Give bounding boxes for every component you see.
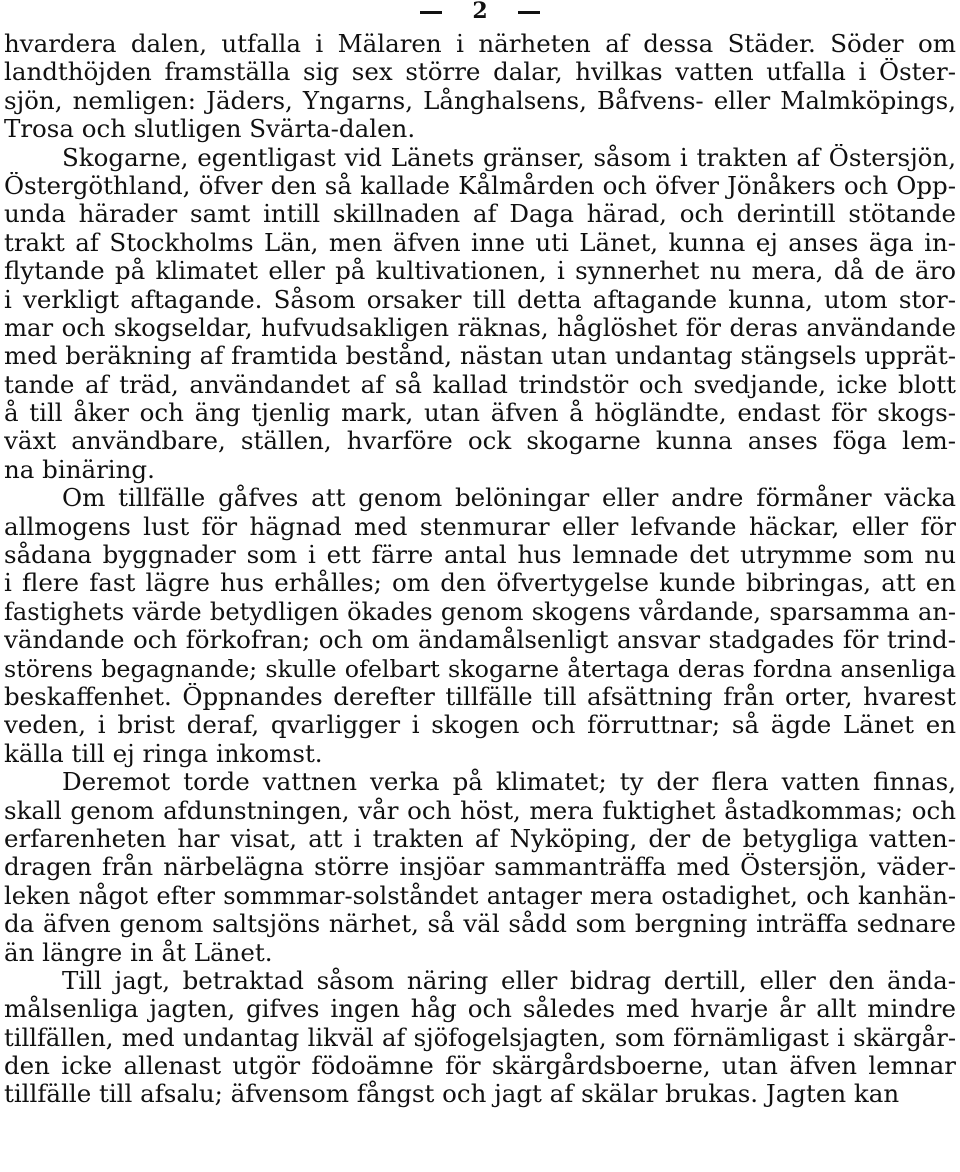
text-line: å till åker och äng tjenlig mark, utan äfven å högländte, endast för skogs- <box>4 399 956 428</box>
text-line: Om tillfälle gåfves att genom belöningar eller andre förmåner väcka <box>62 484 956 513</box>
text-line: Till jagt, betraktad såsom näring eller bidrag dertill, eller den ända- <box>62 966 956 995</box>
text-line: tillfällen, med undantag likväl af sjöfogelsjagten, som förnämligast i skärgår- <box>4 1023 956 1052</box>
text-line: i verkligt aftagande. Såsom orsaker till detta aftagande kunna, utom stor- <box>4 285 956 314</box>
text-line: flytande på klimatet eller på kultivationen, i synnerhet nu mera, då de äro <box>4 257 956 286</box>
text-line: trakt af Stockholms Län, men äfven inne uti Länet, kunna ej anses äga in- <box>4 228 956 257</box>
page-header <box>0 0 960 26</box>
text-line: leken något efter sommmar-solståndet antager mera ostadighet, och kanhän- <box>4 881 956 910</box>
text-line: skall genom afdunstningen, vår och höst, mera fuktighet åstadkommas; och <box>4 796 956 825</box>
text-line: da äfven genom saltsjöns närhet, så väl sådd som bergning inträffa sednare <box>4 910 956 939</box>
text-line: målsenliga jagten, gifves ingen håg och således med hvarje år allt mindre <box>4 995 956 1024</box>
text-line: beskaffenhet. Öppnandes derefter tillfälle till afsättning från orter, hvarest <box>4 682 956 711</box>
text-line: dragen från närbelägna större insjöar sammanträffa med Östersjön, väder- <box>4 853 956 882</box>
text-line: Deremot torde vattnen verka på klimatet; ty der flera vatten finnas, <box>62 768 956 797</box>
body-text <box>4 30 956 1109</box>
text-line: störens begagnande; skulle ofelbart skogarne återtaga deras fordna ansenliga <box>4 654 956 683</box>
text-line: än längre in åt Länet. <box>4 938 273 967</box>
text-line: Östergöthland, öfver den så kallade Kålmården och öfver Jönåkers och Opp- <box>4 171 956 200</box>
text-line: veden, i brist deraf, qvarligger i skogen och förruttnar; så ägde Länet en <box>4 711 956 740</box>
page-number: 2 <box>472 0 488 24</box>
text-line: allmogens lust för hägnad med stenmurar eller lefvande häckar, eller för <box>4 512 956 541</box>
header-dash-left <box>420 11 442 14</box>
text-line: erfarenheten har visat, att i trakten af Nyköping, der de betygliga vatten- <box>4 824 956 853</box>
text-line: mar och skogseldar, hufvudsakligen räknas, håglöshet för deras användande <box>4 313 956 342</box>
text-line: Skogarne, egentligast vid Länets gränser, såsom i trakten af Östersjön, <box>62 143 956 172</box>
text-line: sådana byggnader som i ett färre antal hus lemnade det utrymme som nu <box>4 541 956 570</box>
text-line: vändande och förkofran; och om ändamålsenligt ansvar stadgades för trind- <box>4 626 956 655</box>
text-line: Trosa och slutligen Svärta-dalen. <box>4 115 416 144</box>
text-line: na binäring. <box>4 455 155 484</box>
text-line: unda härader samt intill skillnaden af Daga härad, och derintill stötande <box>4 200 956 229</box>
text-line: tillfälle till afsalu; äfvensom fångst och jagt af skälar brukas. Jagten kan <box>4 1080 900 1109</box>
text-line: källa till ej ringa inkomst. <box>4 739 323 768</box>
text-line: sjön, nemligen: Jäders, Yngarns, Långhalsens, Båfvens- eller Malmköpings, <box>4 86 956 115</box>
text-line: hvardera dalen, utfalla i Mälaren i närheten af dessa Städer. Söder om <box>4 30 956 58</box>
text-line: landthöjden framställa sig sex större dalar, hvilkas vatten utfalla i Öster- <box>4 58 956 87</box>
text-line: tande af träd, användandet af så kallad trindstör och svedjande, icke blott <box>4 370 956 399</box>
text-line: den icke allenast utgör födoämne för skärgårdsboerne, utan äfven lemnar <box>4 1052 956 1081</box>
header-dash-right <box>518 11 540 14</box>
text-line: växt användbare, ställen, hvarföre ock skogarne kunna anses föga lem- <box>4 427 956 456</box>
text-line: med beräkning af framtida bestånd, nästan utan undantag stängsels upprät- <box>4 342 956 371</box>
text-line: i flere fast lägre hus erhålles; om den öfvertygelse kunde bibringas, att en <box>4 569 956 598</box>
text-line: fastighets värde betydligen ökades genom skogens vårdande, sparsamma an- <box>4 597 956 626</box>
